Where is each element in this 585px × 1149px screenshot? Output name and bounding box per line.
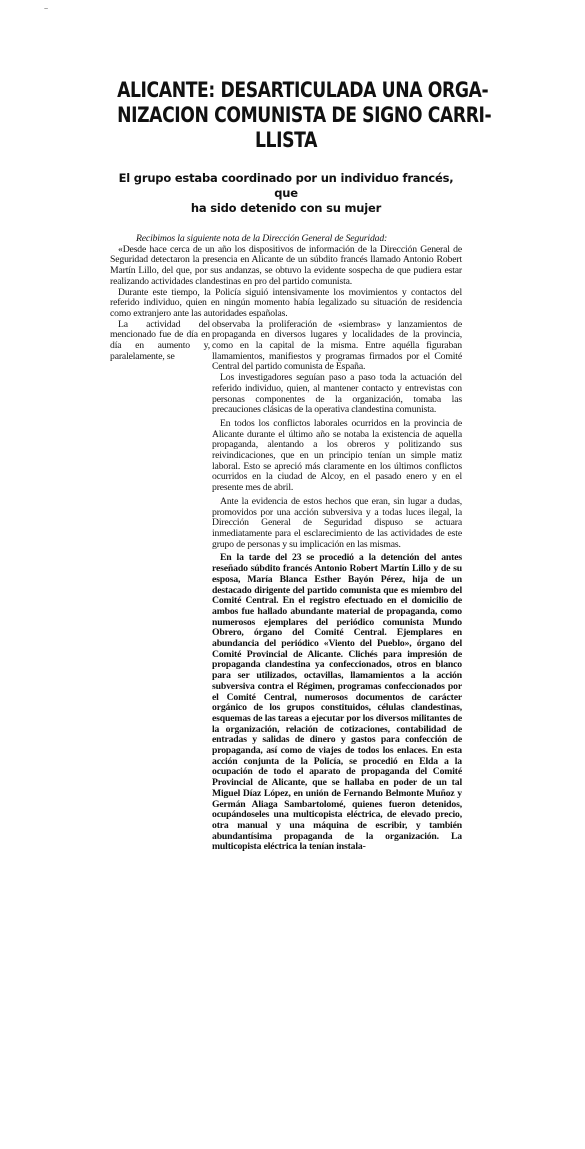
intro-note: Recibimos la siguiente nota de la Dirección General de Seguridad: [136,233,388,244]
paragraph: En la tarde del 23 se procedió a la detención del antes reseñado súbdito francés Antonio Robert Martín Lillo y de su esposa, María Blanca Esther Bayón Pérez, hija de un destacado dirigente del partido comunista que es miembro del Comité Central. En el registro efectuado en el domicilio de ambos fue hallado abundante material de propaganda, como numerosos ejemplares del periódico comunista Mundo Obrero, órgano del Comité Central. Ejemplares en abundancia del periódico «Viento del Pueblo», órgano del Comité Provincial de Alicante. Clichés para impresión de propaganda clandestina ya confeccionados, otros en blanco para ser utilizados, octavillas, llamamientos a la acción subversiva contra el Régimen, programas confeccionados por el Comité Central, numerosos documentos de carácter orgánico de los grupos constituidos, células clandestinas, esquemas de las tareas a ejecutar por los diversos militantes de la organización, relación de cotizaciones, contabilidad de entradas y salidas de dinero y gastos para confección de propaganda, así como de viajes de todos los enlaces. En esta acción conjunta de la Policía, se procedió en Elda a la ocupación de todo el aparato de propaganda del Comité Provincial de Alicante, que se hallaba en poder de un tal Miguel Díaz López, en unión de Fernando Belmonte Muñoz y Germán Aliaga Sambartolomé, quienes fueron detenidos, ocupándoseles una multicopista eléctrica, de elevado precio, otra manual y una máquina de escribir, y también abundantísima propaganda de la organización. La multicopista eléctrica la tenían instala- [212,552,462,853]
article-column [212,373,462,853]
paragraph: Los investigadores seguían paso a paso toda la actuación del referido individuo, quien, al mantener contacto y entrevistas con personas componentes de la organización, tomaba las precauciones clásicas de la operativa clandestina comunista. [212,372,462,416]
subheadline-line: El grupo estaba coordinado por un individuo francés, que [118,171,454,200]
article-body [110,234,462,853]
paragraph: observaba la proliferación de «siembras» y lanzamientos de propaganda en diversos lugares y localidades de la provincia, como en la capital de la misma. Entre aquélla figuraban llamamientos, manifiestos y programas firmados por el Comité Central del partido comunista de España. [212,318,462,373]
paragraph-split [110,320,462,374]
paragraph-lead [110,320,210,374]
paragraph: «Desde hace cerca de un año los dispositivos de información de la Dirección General de Seguridad detectaron la presencia en Alicante de un súbdito francés llamado Antonio Robert Martín Lillo, del que, por sus andanzas, se obtuvo la evidente sospecha de que pudiera estar realizando actividades clandestinas en pro del partido comunista. [110,243,462,287]
paragraph: En todos los conflictos laborales ocurridos en la provincia de Alicante durante el último año se notaba la existencia de aquella propaganda, alentando a los obreros y politizando sus reivindicaciones, que en un principio tenían un simple matiz laboral. Esto se apreció más claramente en los últimos conflictos ocurridos en la ciudad de Alcoy, en el pasado enero y en el presente mes de abril. [212,417,462,494]
page-mark: ~ [44,6,49,13]
paragraph: Durante este tiempo, la Policía siguió intensivamente los movimientos y contactos del referido individuo, quien en ningún momento había legalizado su situación de residencia como extranjero ante las autoridades españolas. [110,286,462,319]
paragraph: Ante la evidencia de estos hechos que eran, sin lugar a dudas, promovidos por una acción subversiva y a todas luces ilegal, la Dirección General de Seguridad dispuso se actuara inmediatamente para el esclarecimiento de las actividades de este grupo de personas y su implicación en las mismas. [212,495,462,550]
subheadline-line: ha sido detenido con su mujer [190,201,382,215]
news-clipping [110,78,492,853]
headline-line: NIZACION COMUNISTA DE SIGNO CARRI- [117,103,492,127]
headline-line: ALICANTE: DESARTICULADA UNA ORGA- [117,78,489,102]
paragraph-continuation [210,320,462,374]
headline-line: LLISTA [254,128,318,152]
subheadline [110,171,462,216]
paragraph-lead-text: La actividad del mencionado fue de día en día en aumento y, paralelamente, se [110,318,210,362]
headline [117,78,492,153]
